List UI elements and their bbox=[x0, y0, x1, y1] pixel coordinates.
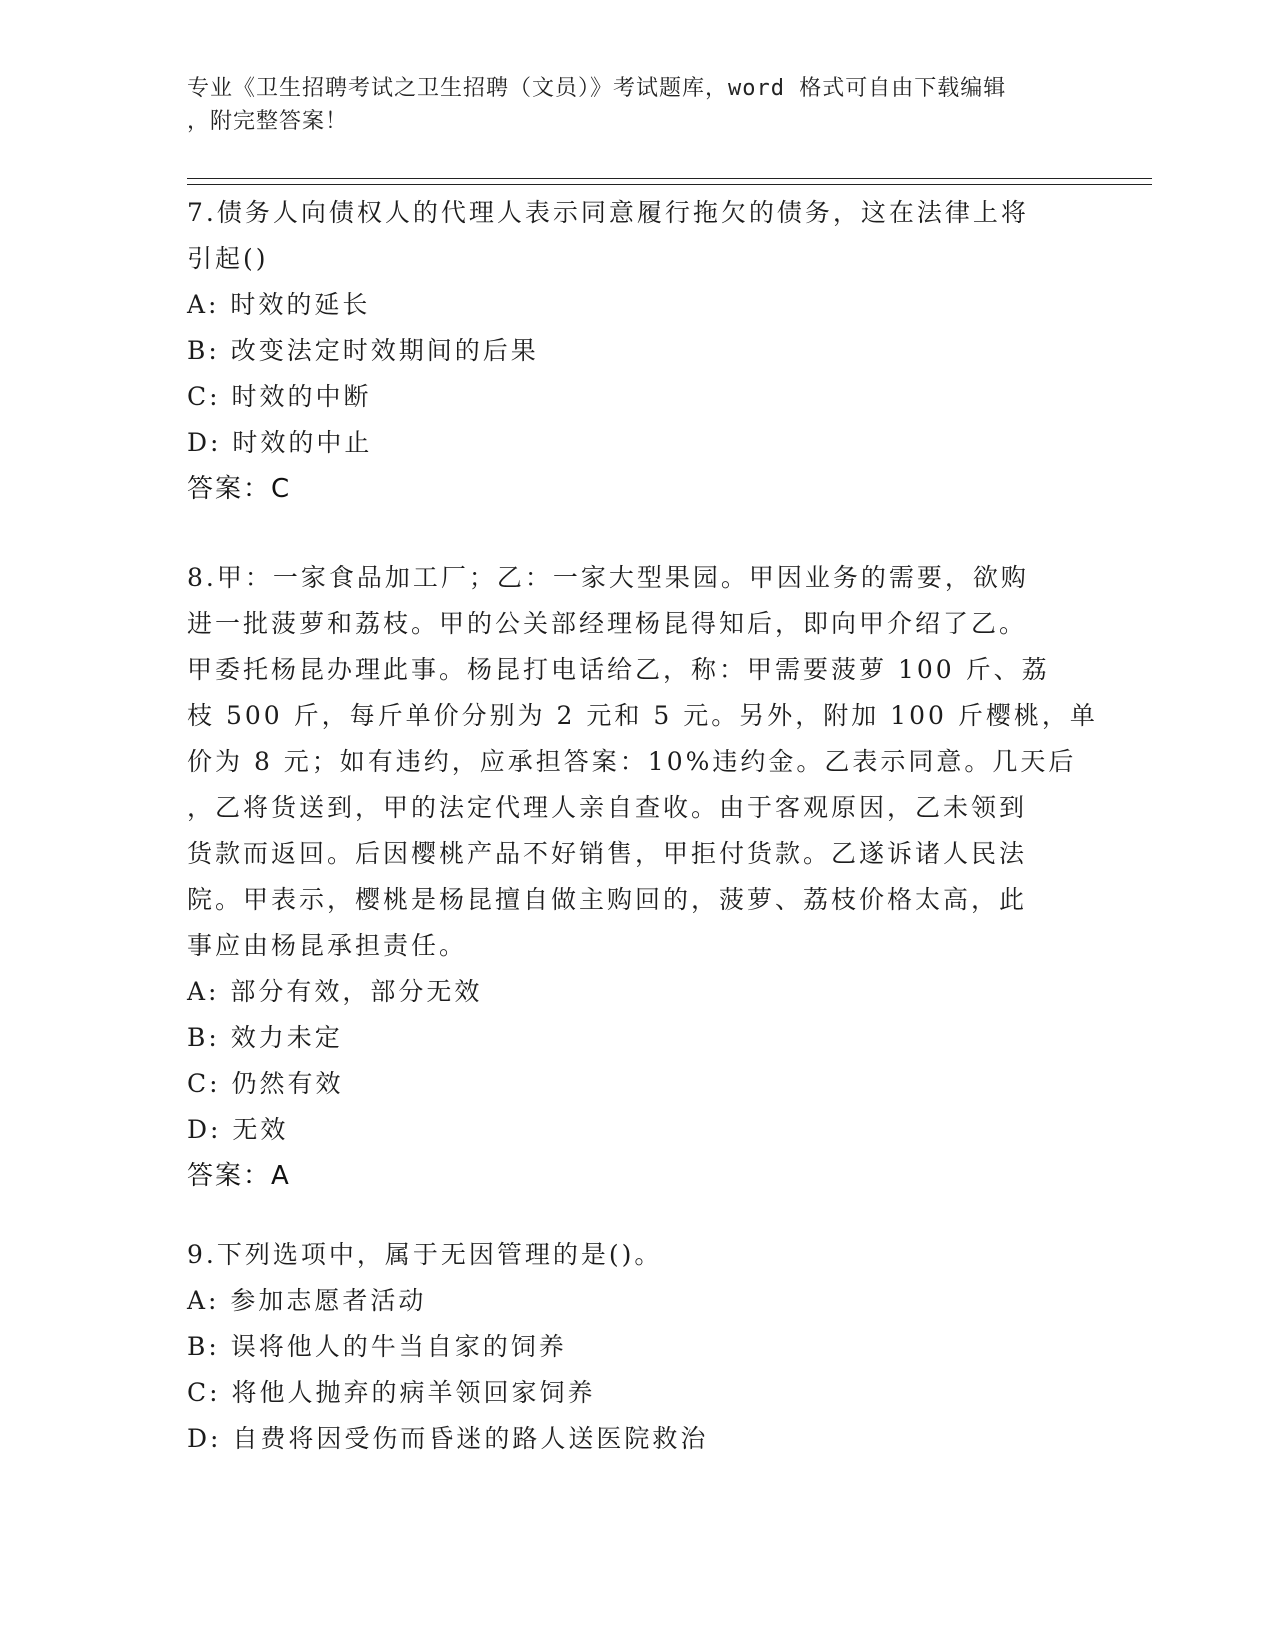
option-b: B: 改变法定时效期间的后果 bbox=[187, 336, 539, 365]
question-stem-line: 甲委托杨昆办理此事。杨昆打电话给乙，称：甲需要菠萝 100 斤、荔 bbox=[187, 655, 1050, 684]
question-stem-line: 9.下列选项中，属于无因管理的是()。 bbox=[187, 1240, 663, 1269]
question-9 bbox=[187, 1232, 1067, 1462]
option-c: C: 将他人抛弃的病羊领回家饲养 bbox=[187, 1378, 596, 1407]
header-divider-bottom bbox=[187, 184, 1152, 185]
question-stem-line: 事应由杨昆承担责任。 bbox=[187, 931, 468, 960]
question-stem-line: 8.甲：一家食品加工厂；乙：一家大型果园。甲因业务的需要，欲购 bbox=[187, 563, 1029, 592]
option-c: C: 时效的中断 bbox=[187, 382, 372, 411]
header-line-2: ，附完整答案！ bbox=[187, 109, 349, 134]
option-a: A: 时效的延长 bbox=[187, 290, 371, 319]
option-a: A: 参加志愿者活动 bbox=[187, 1286, 427, 1315]
header-divider-top bbox=[187, 178, 1152, 179]
option-d: D: 无效 bbox=[187, 1115, 289, 1144]
question-stem-line: 价为 8 元；如有违约，应承担答案：10%违约金。乙表示同意。几天后 bbox=[187, 747, 1077, 776]
question-stem-line: 进一批菠萝和荔枝。甲的公关部经理杨昆得知后，即向甲介绍了乙。 bbox=[187, 609, 1028, 638]
question-7 bbox=[187, 190, 1067, 512]
question-stem-line: 7.债务人向债权人的代理人表示同意履行拖欠的债务，这在法律上将 bbox=[187, 198, 1029, 227]
answer-line: 答案：C bbox=[187, 474, 292, 504]
option-b: B: 效力未定 bbox=[187, 1023, 343, 1052]
question-stem-line: 院。甲表示，樱桃是杨昆擅自做主购回的，菠萝、荔枝价格太高，此 bbox=[187, 885, 1028, 914]
answer-line: 答案：A bbox=[187, 1161, 291, 1191]
document-header bbox=[187, 72, 1067, 138]
question-8 bbox=[187, 555, 1098, 1199]
option-d: D: 时效的中止 bbox=[187, 428, 373, 457]
header-line-1: 专业《卫生招聘考试之卫生招聘（文员）》考试题库，word 格式可自由下载编辑 bbox=[187, 76, 1007, 101]
question-stem-line: 枝 500 斤，每斤单价分别为 2 元和 5 元。另外，附加 100 斤樱桃，单 bbox=[187, 701, 1098, 730]
option-b: B: 误将他人的牛当自家的饲养 bbox=[187, 1332, 567, 1361]
question-stem-line: 引起() bbox=[187, 244, 269, 273]
question-stem-line: ，乙将货送到，甲的法定代理人亲自查收。由于客观原因，乙未领到 bbox=[187, 793, 1028, 822]
option-d: D: 自费将因受伤而昏迷的路人送医院救治 bbox=[187, 1424, 709, 1453]
question-stem-line: 货款而返回。后因樱桃产品不好销售，甲拒付货款。乙遂诉诸人民法 bbox=[187, 839, 1028, 868]
option-a: A: 部分有效，部分无效 bbox=[187, 977, 483, 1006]
option-c: C: 仍然有效 bbox=[187, 1069, 344, 1098]
